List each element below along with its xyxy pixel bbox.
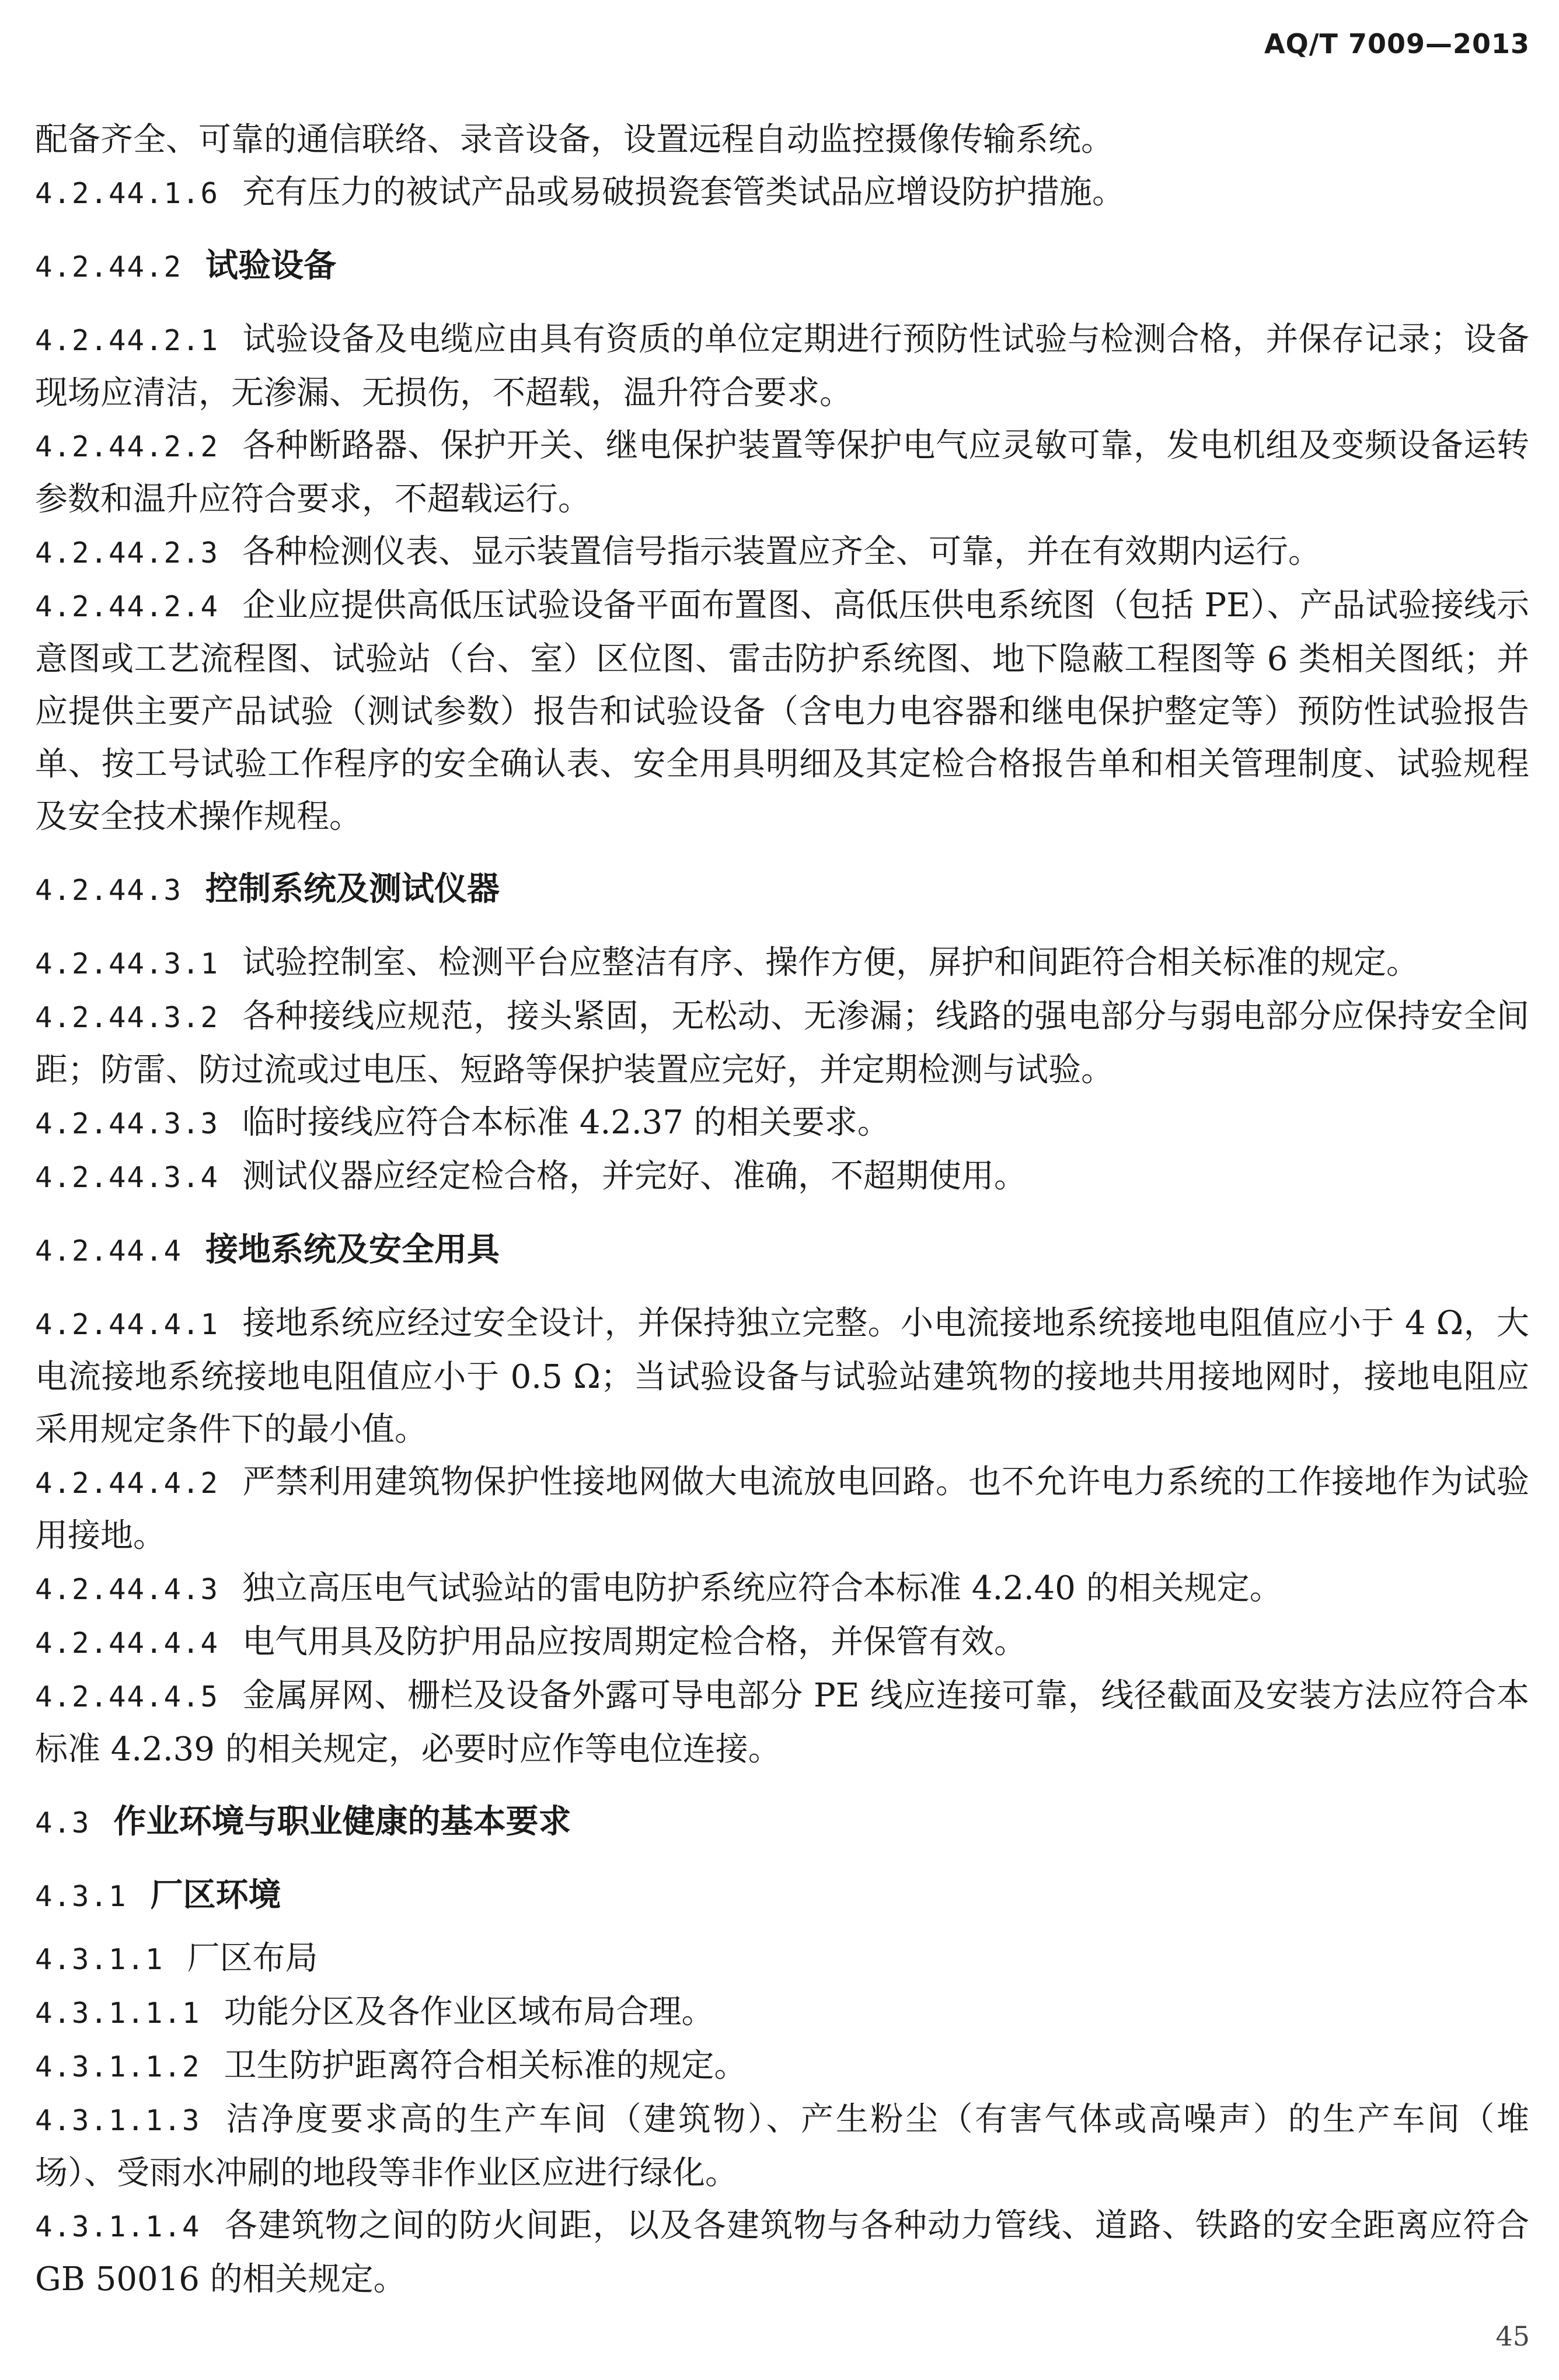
heading-number: 4.3.1 bbox=[35, 1880, 127, 1913]
clause-paragraph bbox=[35, 2040, 1529, 2093]
clause-paragraph bbox=[35, 1150, 1529, 1204]
heading-text: 接地系统及安全用具 bbox=[205, 1231, 500, 1269]
clause-text: 测试仪器应经定检合格，并完好、准确，不超期使用。 bbox=[242, 1157, 1027, 1195]
page-number: 45 bbox=[1495, 2320, 1530, 2352]
clause-paragraph bbox=[35, 1562, 1529, 1616]
clause-paragraph bbox=[35, 937, 1529, 990]
clause-number: 4.2.44.4.4 bbox=[35, 1627, 219, 1660]
clause-paragraph bbox=[35, 420, 1529, 526]
clause-text: 厂区布局 bbox=[187, 1939, 318, 1977]
clause-number: 4.2.44.4.3 bbox=[35, 1573, 219, 1606]
clause-paragraph bbox=[35, 1932, 1529, 1986]
heading-text: 作业环境与职业健康的基本要求 bbox=[113, 1803, 571, 1841]
clause-text: 充有压力的被试产品或易破损瓷套管类试品应增设防护措施。 bbox=[242, 173, 1125, 211]
clause-text: 电气用具及防护用品应按周期定检合格，并保管有效。 bbox=[242, 1623, 1027, 1661]
heading-number: 4.2.44.2 bbox=[35, 250, 183, 284]
section-heading bbox=[35, 863, 1529, 917]
clause-paragraph bbox=[35, 1297, 1529, 1456]
clause-paragraph bbox=[35, 2093, 1529, 2200]
clause-text: 各建筑物之间的防火间距，以及各建筑物与各种动力管线、道路、铁路的安全距离应符合 GB 50016 的相关规定。 bbox=[35, 2207, 1529, 2298]
clause-number: 4.2.44.3.4 bbox=[35, 1161, 219, 1194]
heading-text: 厂区环境 bbox=[150, 1876, 281, 1914]
document-body bbox=[35, 114, 1529, 2306]
clause-number: 4.2.44.3.1 bbox=[35, 947, 219, 980]
section-heading bbox=[35, 1796, 1529, 1849]
clause-paragraph bbox=[35, 1456, 1529, 1562]
clause-number: 4.2.44.2.2 bbox=[35, 430, 219, 463]
clause-number: 4.2.44.3.2 bbox=[35, 1001, 219, 1034]
clause-number: 4.3.1.1.3 bbox=[35, 2104, 201, 2137]
clause-text: 洁净度要求高的生产车间（建筑物）、产生粉尘（有害气体或高噪声）的生产车间（堆场）、受雨水冲刷的地段等非作业区应进行绿化。 bbox=[35, 2100, 1529, 2192]
clause-text: 金属屏网、栅栏及设备外露可导电部分 PE 线应连接可靠，线径截面及安装方法应符合本标准 4.2.39 的相关规定，必要时应作等电位连接。 bbox=[35, 1677, 1529, 1768]
clause-number: 4.3.1.1.1 bbox=[35, 1997, 201, 2030]
clause-paragraph bbox=[35, 313, 1529, 420]
clause-paragraph bbox=[35, 166, 1529, 220]
clause-paragraph bbox=[35, 1097, 1529, 1150]
clause-text: 各种接线应规范，接头紧固，无松动、无渗漏；线路的强电部分与弱电部分应保持安全间距；防雷、防过流或过电压、短路等保护装置应完好，并定期检测与试验。 bbox=[35, 997, 1529, 1089]
section-heading bbox=[35, 240, 1529, 294]
clause-text: 试验控制室、检测平台应整洁有序、操作方便，屏护和间距符合相关标准的规定。 bbox=[242, 944, 1420, 982]
clause-number: 4.2.44.4.1 bbox=[35, 1308, 219, 1341]
clause-number: 4.2.44.1.6 bbox=[35, 177, 219, 210]
clause-paragraph bbox=[35, 2200, 1529, 2306]
clause-paragraph bbox=[35, 1986, 1529, 2040]
clause-number: 4.2.44.2.4 bbox=[35, 590, 219, 623]
clause-paragraph bbox=[35, 526, 1529, 580]
clause-text: 各种断路器、保护开关、继电保护装置等保护电气应灵敏可靠，发电机组及变频设备运转参数和温升应符合要求，不超载运行。 bbox=[35, 427, 1529, 518]
clause-number: 4.2.44.2.1 bbox=[35, 324, 219, 357]
clause-paragraph bbox=[35, 580, 1529, 843]
clause-paragraph bbox=[35, 1670, 1529, 1776]
clause-text: 各种检测仪表、显示装置信号指示装置应齐全、可靠，并在有效期内运行。 bbox=[242, 533, 1321, 571]
clause-number: 4.2.44.3.3 bbox=[35, 1107, 219, 1140]
clause-text: 严禁利用建筑物保护性接地网做大电流放电回路。也不允许电力系统的工作接地作为试验用接地。 bbox=[35, 1463, 1529, 1555]
clause-text: 临时接线应符合本标准 4.2.37 的相关要求。 bbox=[242, 1104, 890, 1142]
standard-code: AQ/T 7009—2013 bbox=[1264, 28, 1530, 60]
clause-text: 企业应提供高低压试验设备平面布置图、高低压供电系统图（包括 PE）、产品试验接线示意图或工艺流程图、试验站（台、室）区位图、雷击防护系统图、地下隐蔽工程图等 6 类相关图纸；并应提供主要产品试验（测试参数）报告和试验设备（含电力电容器和继电保护整定等）预防性试验报告单、按工号试验工作程序的安全确认表、安全用具明细及其定检合格报告单和相关管理制度、试验规程及安全技术操作规程。 bbox=[35, 587, 1529, 836]
clause-number: 4.3.1.1.4 bbox=[35, 2210, 201, 2243]
clause-number: 4.3.1.1 bbox=[35, 1943, 164, 1976]
section-heading bbox=[35, 1224, 1529, 1278]
clause-number: 4.2.44.2.3 bbox=[35, 536, 219, 570]
clause-paragraph bbox=[35, 990, 1529, 1097]
paragraph: 配备齐全、可靠的通信联络、录音设备，设置远程自动监控摄像传输系统。 bbox=[35, 121, 1114, 159]
clause-text: 独立高压电气试验站的雷电防护系统应符合本标准 4.2.40 的相关规定。 bbox=[242, 1569, 1282, 1607]
heading-number: 4.3 bbox=[35, 1806, 90, 1840]
clause-text: 功能分区及各作业区域布局合理。 bbox=[224, 1993, 714, 2031]
heading-text: 试验设备 bbox=[205, 247, 337, 285]
clause-text: 接地系统应经过安全设计，并保持独立完整。小电流接地系统接地电阻值应小于 4 Ω，大电流接地系统接地电阻值应小于 0.5 Ω；当试验设备与试验站建筑物的接地共用接地网时，接地电阻应采用规定条件下的最小值。 bbox=[35, 1304, 1529, 1449]
subsection-heading bbox=[35, 1869, 1529, 1923]
clause-number: 4.2.44.4.2 bbox=[35, 1467, 219, 1500]
clause-number: 4.2.44.4.5 bbox=[35, 1680, 219, 1714]
heading-number: 4.2.44.3 bbox=[35, 874, 183, 907]
heading-number: 4.2.44.4 bbox=[35, 1234, 183, 1268]
clause-number: 4.3.1.1.2 bbox=[35, 2050, 201, 2084]
clause-text: 试验设备及电缆应由具有资质的单位定期进行预防性试验与检测合格，并保存记录；设备现场应清洁，无渗漏、无损伤，不超载，温升符合要求。 bbox=[35, 320, 1529, 412]
heading-text: 控制系统及测试仪器 bbox=[205, 870, 500, 908]
clause-paragraph bbox=[35, 1616, 1529, 1670]
clause-text: 卫生防护距离符合相关标准的规定。 bbox=[224, 2047, 747, 2085]
